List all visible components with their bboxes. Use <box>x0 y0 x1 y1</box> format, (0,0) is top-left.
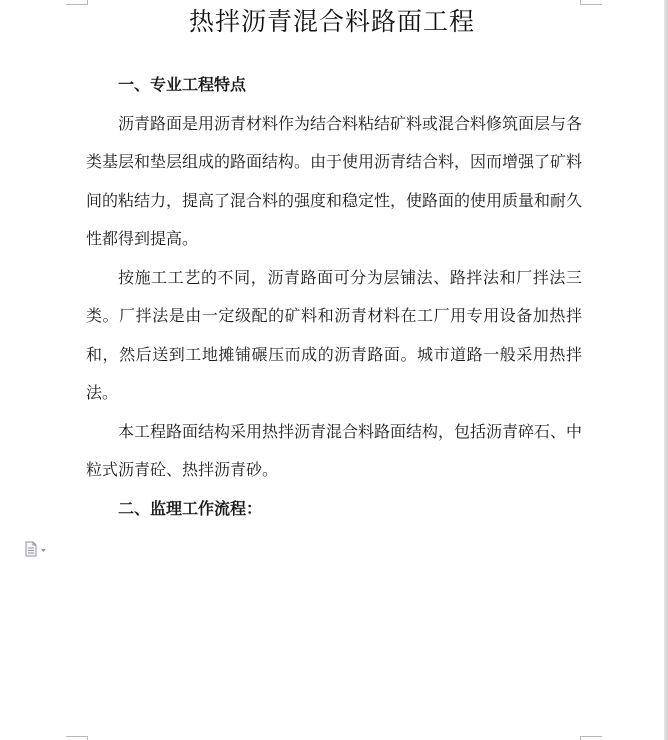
section-heading-1: 一、专业工程特点 <box>118 75 247 94</box>
crop-mark-bottom-right <box>580 736 602 737</box>
crop-mark-bottom-right-vertical <box>580 736 581 740</box>
crop-mark-bottom-left <box>66 736 88 737</box>
paragraph-1: 沥青路面是用沥青材料作为结合料粘结矿料或混合料修筑面层与各类基层和垫层组成的路面结构。由于使用沥青结合料，因而增强了矿料间的粘结力，提高了混合料的强度和稳定性，使路面的使用质量和耐久性都得到提高。 <box>86 113 583 248</box>
section-heading-2: 二、监理工作流程： <box>118 498 263 518</box>
paragraph-2: 按施工工艺的不同，沥青路面可分为层铺法、路拌法和厂拌法三类。厂拌法是由一定级配的矿料和沥青材料在工厂用专用设备加热拌和，然后送到工地摊铺碾压而成的沥青路面。城市道路一般采用热拌法。 <box>86 267 582 402</box>
document-dropdown-icon[interactable] <box>24 541 50 557</box>
document-title: 热拌沥青混合料路面工程 <box>188 7 475 36</box>
page-shadow-edge <box>664 0 668 740</box>
document-body[interactable] <box>86 66 582 528</box>
paragraph-3: 本工程路面结构采用热拌沥青混合料路面结构，包括沥青碎石、中粒式沥青砼、热拌沥青砂。 <box>86 421 583 479</box>
crop-mark-bottom-left-vertical <box>87 736 88 740</box>
